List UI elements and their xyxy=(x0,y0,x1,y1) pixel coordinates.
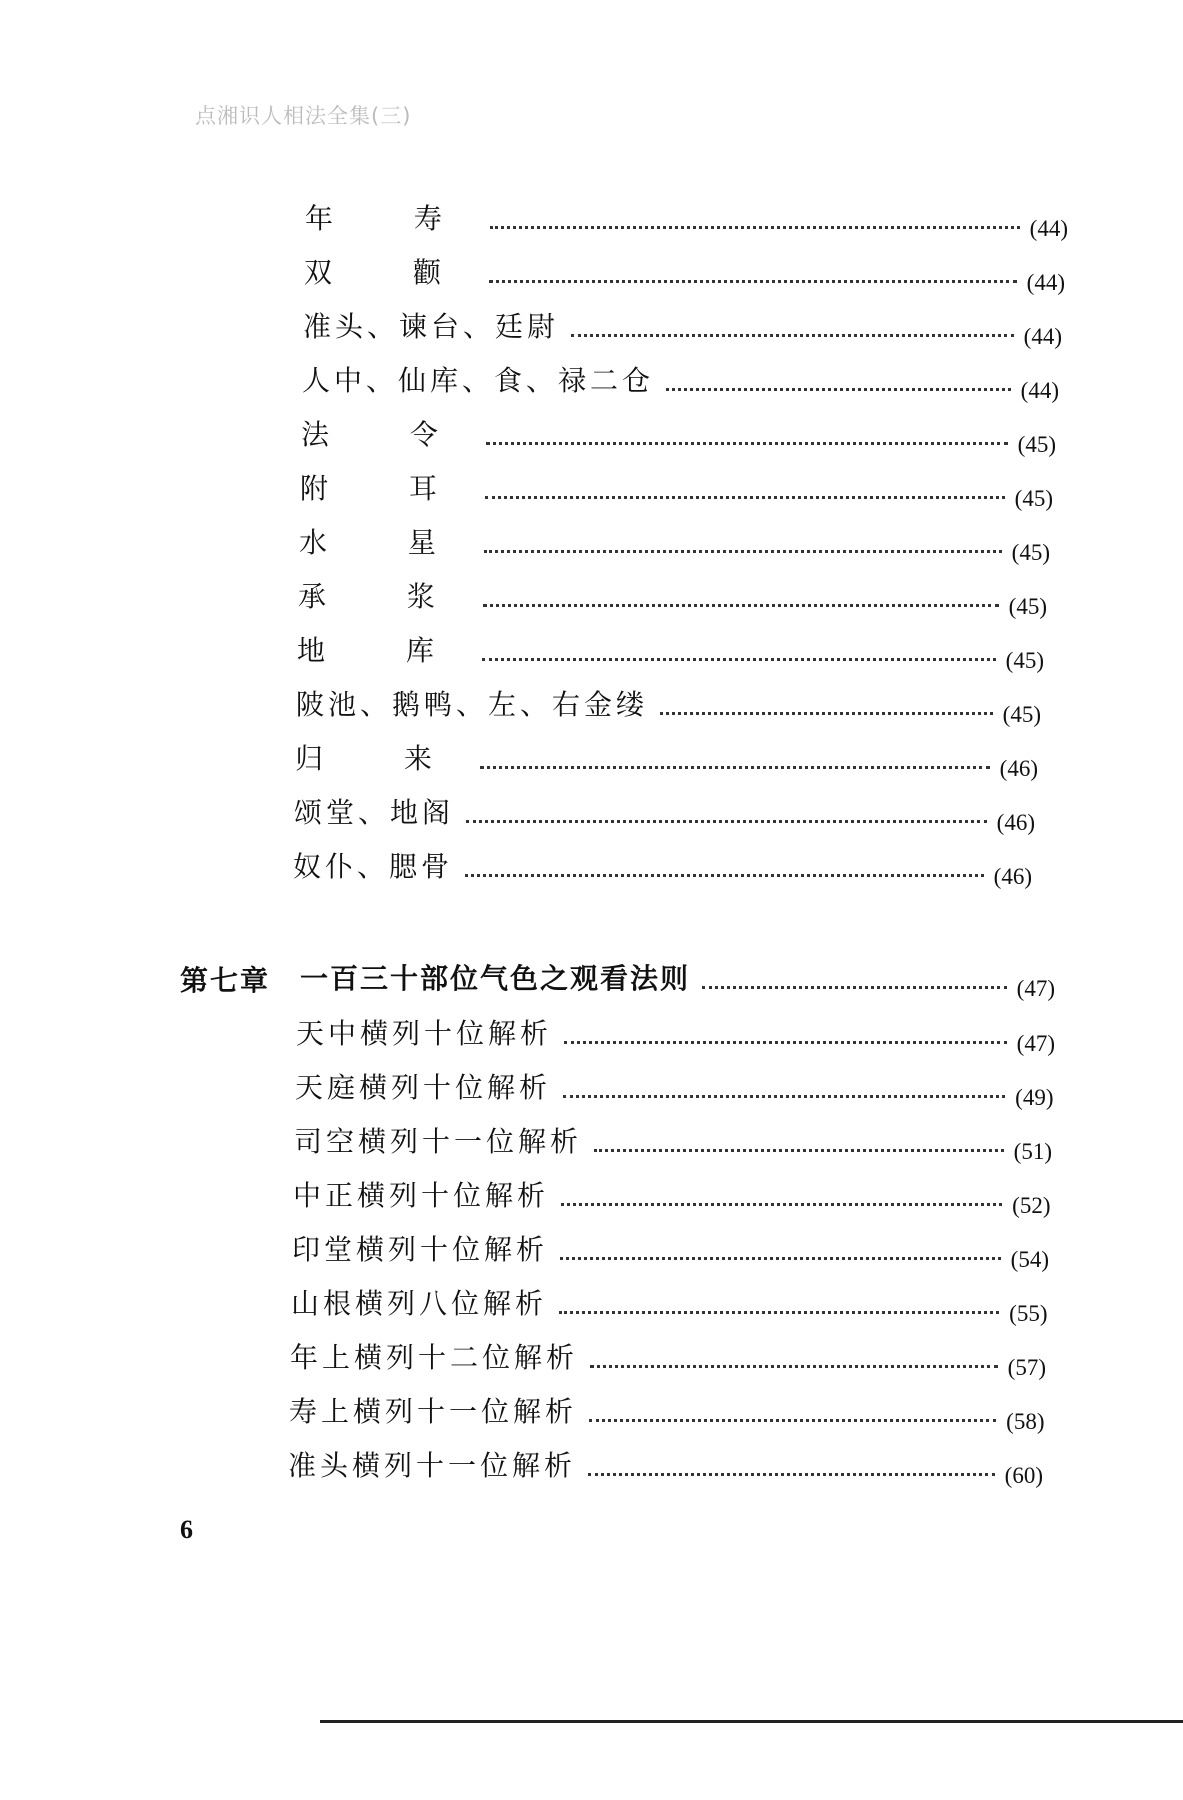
toc-entry-title: 颂堂、地阁 xyxy=(294,796,455,829)
toc-entry-page: (44) xyxy=(1026,270,1065,295)
toc-subentry-page: (58) xyxy=(1006,1409,1045,1434)
toc-entry xyxy=(305,195,1068,241)
toc-entry xyxy=(293,843,1032,889)
dot-leader xyxy=(560,1257,1001,1260)
page-number: 6 xyxy=(180,1515,193,1544)
dot-leader xyxy=(480,766,990,769)
toc-entry-title: 准头、谏台、廷尉 xyxy=(303,310,560,343)
dot-leader xyxy=(483,604,999,607)
toc-entry-title: 双 颧 xyxy=(304,256,477,289)
toc-subentry-title: 山根横列八位解析 xyxy=(291,1287,548,1320)
toc-entry-page: (44) xyxy=(1029,216,1068,241)
toc-subentry-page: (47) xyxy=(1016,1031,1055,1056)
toc-subentry-title: 天中横列十位解析 xyxy=(296,1017,553,1050)
toc-entry xyxy=(294,789,1035,835)
dot-leader xyxy=(485,496,1005,499)
toc-entry xyxy=(299,519,1050,565)
dot-leader xyxy=(588,1473,995,1476)
toc-entry xyxy=(303,303,1062,349)
dot-leader xyxy=(590,1365,998,1368)
running-header: 点湘识人相法全集(三) xyxy=(195,104,412,128)
dot-leader xyxy=(702,986,1007,989)
dot-leader xyxy=(559,1311,999,1314)
toc-subentry-title: 印堂横列十位解析 xyxy=(292,1233,549,1266)
toc-entry xyxy=(301,411,1056,457)
toc-entry xyxy=(300,465,1053,511)
toc-subentry-page: (49) xyxy=(1015,1085,1054,1110)
toc-subentry-title: 司空横列十一位解析 xyxy=(294,1125,583,1158)
toc-subentry-title: 年上横列十二位解析 xyxy=(290,1341,579,1374)
toc-entry-title: 归 来 xyxy=(295,742,468,775)
dot-leader xyxy=(666,388,1011,391)
dot-leader xyxy=(486,442,1008,445)
dot-leader xyxy=(490,226,1020,229)
toc-subentry-page: (54) xyxy=(1010,1247,1049,1272)
dot-leader xyxy=(563,1095,1005,1098)
toc-entry-page: (45) xyxy=(1014,486,1053,511)
dot-leader xyxy=(589,1419,996,1422)
toc-subentry xyxy=(296,1010,1055,1056)
toc-entry xyxy=(297,627,1044,673)
chapter-label: 第七章 xyxy=(180,964,271,997)
toc-subentry xyxy=(292,1226,1049,1272)
dot-leader xyxy=(489,280,1017,283)
dot-leader xyxy=(482,658,996,661)
toc-entry xyxy=(304,249,1065,295)
toc-subentry xyxy=(289,1388,1045,1434)
toc-entry-title: 陂池、鹅鸭、左、右金缕 xyxy=(296,688,649,721)
toc-entry xyxy=(295,735,1038,781)
toc-entry-page: (46) xyxy=(996,810,1035,835)
toc-entry-title: 法 令 xyxy=(301,418,474,451)
toc-subentry-title: 准头横列十一位解析 xyxy=(288,1449,577,1482)
toc-entry-title: 奴仆、腮骨 xyxy=(293,850,454,883)
toc-subentry-page: (60) xyxy=(1004,1463,1043,1488)
toc-entry-page: (44) xyxy=(1023,324,1062,349)
toc-entry-title: 年 寿 xyxy=(305,202,478,235)
toc-subentry xyxy=(293,1172,1051,1218)
dot-leader xyxy=(660,712,993,715)
toc-subentry xyxy=(288,1442,1043,1488)
dot-leader xyxy=(484,550,1002,553)
chapter-heading xyxy=(300,955,1055,1001)
dot-leader xyxy=(465,874,984,877)
toc-entry-title: 人中、仙库、食、禄二仓 xyxy=(302,364,655,397)
toc-subentry xyxy=(294,1118,1052,1164)
dot-leader xyxy=(564,1041,1007,1044)
dot-leader xyxy=(561,1203,1002,1206)
toc-entry-page: (45) xyxy=(1011,540,1050,565)
toc-subentry-page: (52) xyxy=(1012,1193,1051,1218)
toc-entry xyxy=(298,573,1047,619)
toc-entry-title: 水 星 xyxy=(299,526,472,559)
dot-leader xyxy=(571,334,1014,337)
toc-entry-title: 附 耳 xyxy=(300,472,473,505)
toc-entry-page: (46) xyxy=(999,756,1038,781)
dot-leader xyxy=(594,1149,1004,1152)
toc-subentry xyxy=(291,1280,1048,1326)
dot-leader xyxy=(466,820,987,823)
toc-entry-title: 地 库 xyxy=(297,634,470,667)
toc-entry-title: 承 浆 xyxy=(298,580,471,613)
toc-entry xyxy=(296,681,1041,727)
toc-entry-page: (45) xyxy=(1005,648,1044,673)
toc-subentry xyxy=(295,1064,1054,1110)
toc-subentry-title: 天庭横列十位解析 xyxy=(295,1071,552,1104)
footer-rule xyxy=(320,1720,1183,1723)
toc-subentry-title: 寿上横列十一位解析 xyxy=(289,1395,578,1428)
toc-subentry-page: (57) xyxy=(1007,1355,1046,1380)
toc-entry-page: (45) xyxy=(1008,594,1047,619)
toc-subentry-page: (51) xyxy=(1013,1139,1052,1164)
toc-entry-page: (46) xyxy=(993,864,1032,889)
toc-subentry-page: (55) xyxy=(1009,1301,1048,1326)
toc-entry-page: (45) xyxy=(1002,702,1041,727)
chapter-heading-title: 一百三十部位气色之观看法则 xyxy=(300,962,691,995)
toc-subentry xyxy=(290,1334,1046,1380)
chapter-heading-page: (47) xyxy=(1016,976,1055,1001)
toc-entry-page: (45) xyxy=(1017,432,1056,457)
toc-subentry-title: 中正横列十位解析 xyxy=(293,1179,550,1212)
toc-entry xyxy=(302,357,1059,403)
toc-entry-page: (44) xyxy=(1020,378,1059,403)
